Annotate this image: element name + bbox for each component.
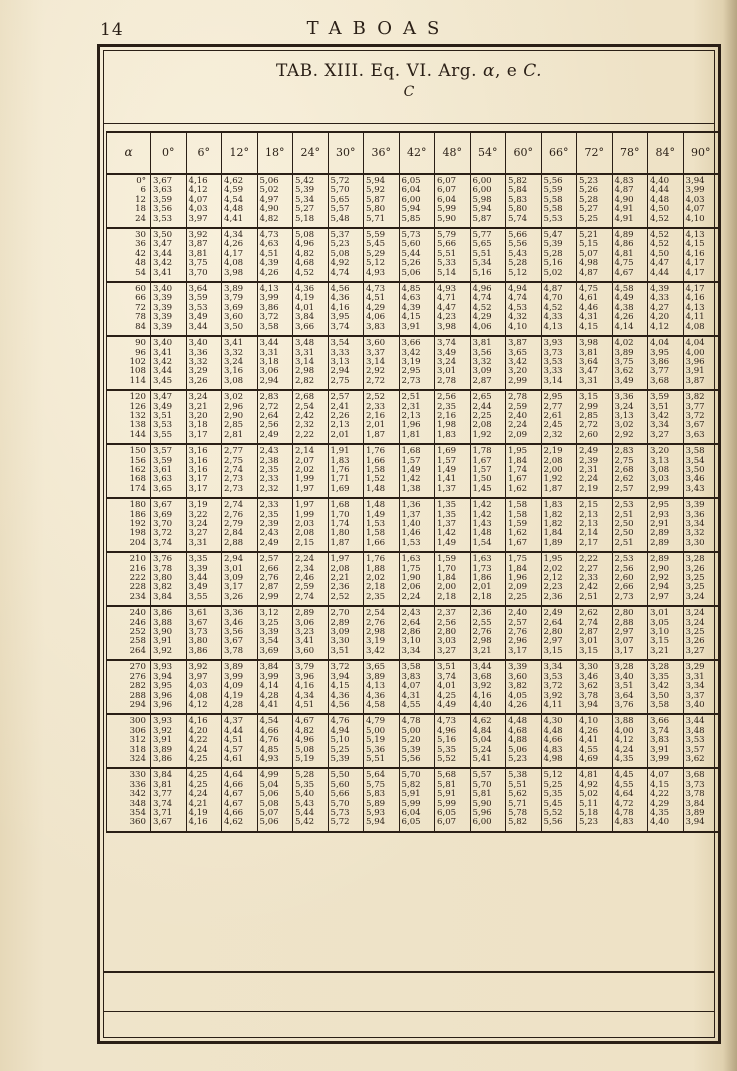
table-cell: 2,33 2,35 2,39 2,43 2,49 — [257, 498, 293, 552]
table-cell: 4,85 4,63 4,39 4,15 3,91 — [399, 282, 435, 336]
table-cell: 4,87 4,70 4,52 4,33 4,13 — [541, 282, 577, 336]
table-cell: 4,89 4,86 4,81 4,75 4,67 — [612, 228, 648, 282]
table-cell: 1,75 1,84 1,96 2,09 2,25 — [506, 552, 542, 606]
table-cell: 1,95 1,84 1,74 1,67 1,62 — [506, 444, 542, 498]
table-cell: 2,62 2,74 2,87 3,01 3,15 — [577, 606, 613, 660]
table-cell: 4,75 4,61 4,46 4,31 4,15 — [577, 282, 613, 336]
table-cell: 3,92 3,97 4,03 4,08 4,12 — [186, 660, 222, 714]
table-cell: 5,77 5,65 5,51 5,34 5,16 — [470, 228, 506, 282]
table-cell: 5,72 5,70 5,65 5,57 5,48 — [328, 174, 364, 228]
arg-values: 120 126 132 138 144 — [107, 390, 151, 444]
table-block-row — [107, 282, 719, 336]
col-header: 18° — [257, 132, 293, 174]
table-cell: 4,83 4,87 4,90 4,91 4,91 — [612, 174, 648, 228]
column-header-row — [107, 132, 719, 174]
table-cell: 5,57 5,70 5,81 5,90 5,96 6,00 — [470, 768, 506, 831]
table-frame-inner — [103, 50, 715, 1038]
table-cell: 3,20 3,13 3,08 3,03 2,99 — [648, 444, 684, 498]
bottom-rule-lower — [104, 1011, 714, 1012]
table-cell: 2,70 2,89 3,09 3,30 3,51 — [328, 606, 364, 660]
table-cell: 4,67 4,82 4,96 5,08 5,19 — [293, 714, 329, 768]
table-cell: 2,56 2,35 2,16 1,98 1,83 — [435, 390, 471, 444]
table-cell: 2,95 2,77 2,61 2,45 2,32 — [541, 390, 577, 444]
col-header: 84° — [648, 132, 684, 174]
table-cell: 5,21 5,15 5,07 4,98 4,87 — [577, 228, 613, 282]
table-cell: 3,60 3,37 3,14 2,92 2,72 — [364, 336, 400, 390]
col-header: 24° — [293, 132, 329, 174]
table-cell: 4,48 4,68 4,88 5,06 5,23 — [506, 714, 542, 768]
table-block-row — [107, 444, 719, 498]
table-cell: 2,40 2,57 2,76 2,96 3,17 — [506, 606, 542, 660]
table-cell: 2,49 2,64 2,80 2,97 3,15 — [541, 606, 577, 660]
table-cell: 4,94 4,74 4,53 4,32 4,10 — [506, 282, 542, 336]
col-header: 30° — [328, 132, 364, 174]
table-title-block — [104, 61, 714, 100]
table-cell: 5,68 5,81 5,91 5,99 6,05 6,07 — [435, 768, 471, 831]
table-cell: 3,93 3,94 3,95 3,96 3,96 — [151, 660, 187, 714]
table-cell: 3,93 3,73 3,53 3,33 3,14 — [541, 336, 577, 390]
table-cell: 3,58 3,54 3,50 3,46 3,43 — [683, 444, 719, 498]
table-block-row — [107, 174, 719, 228]
table-cell: 2,53 2,56 2,60 2,66 2,73 — [612, 552, 648, 606]
table-cell: 2,19 2,08 2,00 1,92 1,87 — [541, 444, 577, 498]
title-mid: , e — [494, 61, 524, 81]
table-cell: 4,17 4,16 4,13 4,11 4,08 — [683, 282, 719, 336]
table-cell: 1,83 1,82 1,82 1,84 1,89 — [541, 498, 577, 552]
table-cell: 4,39 4,33 4,27 4,20 4,12 — [648, 282, 684, 336]
table-cell: 4,96 4,74 4,52 4,29 4,06 — [470, 282, 506, 336]
table-cell: 3,50 3,47 3,44 3,42 3,41 — [151, 228, 187, 282]
table-cell: 3,39 3,60 3,82 4,05 4,26 — [506, 660, 542, 714]
table-cell: 4,79 5,00 5,19 5,36 5,51 — [364, 714, 400, 768]
table-cell: 1,36 1,37 1,40 1,46 1,53 — [399, 498, 435, 552]
arg-values: 180 186 192 198 204 — [107, 498, 151, 552]
table-cell: 4,64 4,66 4,67 4,67 4,66 4,62 — [222, 768, 258, 831]
title-rule — [104, 123, 714, 124]
table-cell: 4,73 4,51 4,29 4,06 3,83 — [364, 282, 400, 336]
table-cell: 4,34 4,26 4,17 4,08 3,98 — [222, 228, 258, 282]
table-block-row — [107, 768, 719, 831]
table-cell: 3,40 3,39 3,39 3,39 3,39 — [151, 282, 187, 336]
table-cell: 6,05 6,04 6,00 5,94 5,85 — [399, 174, 435, 228]
col-header: 48° — [435, 132, 471, 174]
table-cell: 1,97 1,99 2,03 2,08 2,15 — [293, 498, 329, 552]
table-cell: 2,22 2,27 2,33 2,42 2,51 — [577, 552, 613, 606]
table-cell: 5,37 5,23 5,08 4,92 4,74 — [328, 228, 364, 282]
table-cell: 4,56 4,36 4,16 3,95 3,74 — [328, 282, 364, 336]
table-cell: 2,57 2,66 2,76 2,87 2,99 — [257, 552, 293, 606]
table-cell: 2,83 2,75 2,68 2,62 2,57 — [612, 444, 648, 498]
table-cell: 2,36 2,55 2,76 2,98 3,21 — [470, 606, 506, 660]
col-header: 60° — [506, 132, 542, 174]
table-cell: 1,58 1,58 1,59 1,62 1,67 — [506, 498, 542, 552]
table-cell: 5,28 5,35 5,40 5,43 5,44 5,42 — [293, 768, 329, 831]
table-cell: 1,42 1,42 1,43 1,48 1,54 — [470, 498, 506, 552]
table-cell: 3,44 3,31 3,18 3,06 2,94 — [257, 336, 293, 390]
title-text: TAB. XIII. Eq. VI. Arg. — [275, 61, 483, 81]
table-cell: 4,16 4,20 4,22 4,24 4,25 — [186, 714, 222, 768]
table-cell: 3,40 3,36 3,32 3,29 3,26 — [186, 336, 222, 390]
col-header: 6° — [186, 132, 222, 174]
arg-values: 240 246 252 258 264 — [107, 606, 151, 660]
table-cell: 3,86 3,88 3,90 3,91 3,92 — [151, 606, 187, 660]
table-cell: 1,59 1,70 1,84 2,00 2,18 — [435, 552, 471, 606]
table-cell: 5,12 5,25 5,35 5,45 5,52 5,56 — [541, 768, 577, 831]
table-block-row — [107, 660, 719, 714]
table-cell: 3,68 3,73 3,78 3,84 3,89 3,94 — [683, 768, 719, 831]
table-cell: 2,49 2,39 2,31 2,24 2,19 — [577, 444, 613, 498]
table-cell: 3,79 3,96 4,16 4,34 4,51 — [293, 660, 329, 714]
table-cell: 3,28 3,35 3,42 3,50 3,58 — [648, 660, 684, 714]
table-cell: 3,35 3,39 3,44 3,49 3,55 — [186, 552, 222, 606]
table-cell: 3,59 3,51 3,42 3,34 3,27 — [648, 390, 684, 444]
table-block-row — [107, 498, 719, 552]
table-cell: 2,80 2,88 2,97 3,07 3,17 — [612, 606, 648, 660]
table-cell: 3,84 3,99 4,14 4,28 4,41 — [257, 660, 293, 714]
table-cell: 2,74 2,76 2,79 2,84 2,88 — [222, 498, 258, 552]
col-header: 42° — [399, 132, 435, 174]
table-body — [107, 174, 719, 832]
table-cell: 1,97 2,08 2,21 2,36 2,52 — [328, 552, 364, 606]
table-cell: 5,94 5,92 5,87 5,80 5,71 — [364, 174, 400, 228]
table-cell: 3,93 3,92 3,91 3,89 3,86 — [151, 714, 187, 768]
table-cell: 5,08 4,96 4,82 4,68 4,52 — [293, 228, 329, 282]
table-cell: 4,62 4,59 4,54 4,48 4,41 — [222, 174, 258, 228]
table-cell: 3,64 3,59 3,53 3,49 3,44 — [186, 282, 222, 336]
table-cell: 5,23 5,26 5,28 5,27 5,25 — [577, 174, 613, 228]
table-cell: 4,25 4,25 4,24 4,21 4,19 4,16 — [186, 768, 222, 831]
table-cell: 3,44 3,48 3,53 3,57 3,62 — [683, 714, 719, 768]
arg-values: 30 36 42 48 54 — [107, 228, 151, 282]
table-cell: 3,65 3,89 4,13 4,36 4,58 — [364, 660, 400, 714]
table-cell: 4,13 4,15 4,16 4,17 4,17 — [683, 228, 719, 282]
table-cell: 4,73 4,96 5,16 5,35 5,52 — [435, 714, 471, 768]
table-cell: 3,88 4,00 4,12 4,24 4,35 — [612, 714, 648, 768]
page-number: 14 — [100, 20, 124, 40]
table-cell: 2,89 2,90 2,92 2,94 2,97 — [648, 552, 684, 606]
table-cell: 1,91 1,83 1,76 1,71 1,69 — [328, 444, 364, 498]
table-cell: 4,40 4,44 4,48 4,50 4,52 — [648, 174, 684, 228]
table-cell: 2,78 2,59 2,40 2,24 2,09 — [506, 390, 542, 444]
table-cell: 3,66 3,42 3,19 2,95 2,73 — [399, 336, 435, 390]
table-cell: 5,42 5,39 5,34 5,27 5,18 — [293, 174, 329, 228]
table-cell: 1,69 1,57 1,49 1,41 1,37 — [435, 444, 471, 498]
table-cell: 5,06 5,02 4,97 4,90 4,82 — [257, 174, 293, 228]
col-header: 0° — [151, 132, 187, 174]
table-cell: 4,07 4,15 4,22 4,29 4,35 4,40 — [648, 768, 684, 831]
table-cell: 5,64 5,75 5,83 5,89 5,93 5,94 — [364, 768, 400, 831]
table-block-row — [107, 552, 719, 606]
table-cell: 3,12 3,25 3,39 3,54 3,69 — [257, 606, 293, 660]
table-cell: 5,82 5,84 5,83 5,80 5,74 — [506, 174, 542, 228]
arg-values: 150 156 162 168 174 — [107, 444, 151, 498]
table-block-row — [107, 228, 719, 282]
table-cell: 2,14 2,07 2,02 1,99 1,97 — [293, 444, 329, 498]
table-cell: 5,47 5,39 5,28 5,16 5,02 — [541, 228, 577, 282]
arg-values: 0° 6 12 18 24 — [107, 174, 151, 228]
col-header: 90° — [683, 132, 719, 174]
table-cell: 3,58 3,83 4,07 4,31 4,55 — [399, 660, 435, 714]
table-block-row — [107, 390, 719, 444]
table-cell: 3,28 3,26 3,25 3,25 3,24 — [683, 552, 719, 606]
table-cell: 5,70 5,82 5,91 5,99 6,04 6,05 — [399, 768, 435, 831]
arg-values: 330 336 342 348 354 360 — [107, 768, 151, 831]
col-header: 36° — [364, 132, 400, 174]
table-cell: 6,07 6,07 6,04 5,99 5,90 — [435, 174, 471, 228]
table-cell: 2,37 2,56 2,80 3,03 3,27 — [435, 606, 471, 660]
column-argument-label: C — [403, 84, 415, 100]
table-cell: 3,29 3,31 3,34 3,37 3,40 — [683, 660, 719, 714]
table-cell: 3,16 3,16 3,16 3,17 3,17 — [186, 444, 222, 498]
table-cell: 2,15 2,13 2,13 2,14 2,17 — [577, 498, 613, 552]
table-cell: 2,68 2,54 2,42 2,32 2,22 — [293, 390, 329, 444]
table-cell: 4,54 4,66 4,76 4,85 4,93 — [257, 714, 293, 768]
table-cell: 3,54 3,33 3,13 2,94 2,75 — [328, 336, 364, 390]
table-cell: 3,74 3,49 3,24 3,01 2,78 — [435, 336, 471, 390]
arg-header: α — [107, 132, 151, 174]
table-cell: 3,57 3,59 3,61 3,63 3,65 — [151, 444, 187, 498]
table-cell: 3,01 3,05 3,10 3,15 3,21 — [648, 606, 684, 660]
table-cell: 2,83 2,72 2,64 2,56 2,49 — [257, 390, 293, 444]
table-cell: 5,50 5,60 5,66 5,70 5,73 5,72 — [328, 768, 364, 831]
title-c: C. — [523, 61, 543, 81]
table-cell: 2,95 2,93 2,91 2,89 2,89 — [648, 498, 684, 552]
table-cell: 3,36 3,46 3,56 3,67 3,78 — [222, 606, 258, 660]
col-header: 72° — [577, 132, 613, 174]
table-cell: 3,47 3,49 3,51 3,53 3,55 — [151, 390, 187, 444]
page-edge-shadow — [723, 0, 737, 1071]
table-cell: 2,57 2,41 2,26 2,13 2,01 — [328, 390, 364, 444]
table-cell: 2,43 2,64 2,86 3,10 3,34 — [399, 606, 435, 660]
table-cell: 4,62 4,84 5,04 5,24 5,41 — [470, 714, 506, 768]
table-cell: 4,10 4,26 4,41 4,55 4,69 — [577, 714, 613, 768]
table-cell: 5,73 5,60 5,44 5,26 5,06 — [399, 228, 435, 282]
table-cell: 3,67 3,69 3,70 3,72 3,74 — [151, 498, 187, 552]
table-cell: 3,02 2,96 2,90 2,85 2,81 — [222, 390, 258, 444]
table-frame — [97, 44, 721, 1044]
arg-values: 90 96 102 108 114 — [107, 336, 151, 390]
table-cell: 5,38 5,51 5,62 5,71 5,78 5,82 — [506, 768, 542, 831]
table-cell: 2,94 3,01 3,09 3,17 3,26 — [222, 552, 258, 606]
table-cell: 4,52 4,52 4,50 4,47 4,44 — [648, 228, 684, 282]
table-cell: 4,76 4,94 5,10 5,25 5,39 — [328, 714, 364, 768]
table-cell: 1,63 1,75 1,90 2,06 2,24 — [399, 552, 435, 606]
table-cell: 4,30 4,48 4,66 4,83 4,98 — [541, 714, 577, 768]
running-head: TABOAS — [306, 18, 451, 39]
col-header: 78° — [612, 132, 648, 174]
table-cell: 3,39 3,36 3,34 3,32 3,30 — [683, 498, 719, 552]
table-block-row — [107, 606, 719, 660]
table-cell: 1,95 2,02 2,12 2,23 2,36 — [541, 552, 577, 606]
table-cell: 3,89 3,79 3,69 3,60 3,50 — [222, 282, 258, 336]
table-cell: 3,87 3,65 3,42 3,20 2,99 — [506, 336, 542, 390]
table-cell: 3,44 3,68 3,92 4,16 4,40 — [470, 660, 506, 714]
bottom-rule — [104, 971, 714, 973]
table-cell: 4,58 4,49 4,38 4,26 4,14 — [612, 282, 648, 336]
table-cell: 4,04 3,95 3,86 3,77 3,68 — [648, 336, 684, 390]
table-cell: 2,51 2,31 2,13 1,96 1,81 — [399, 390, 435, 444]
table-cell: 5,56 5,59 5,58 5,58 5,53 — [541, 174, 577, 228]
arg-values: 300 306 312 318 324 — [107, 714, 151, 768]
table-cell: 4,45 4,55 4,64 4,72 4,78 4,83 — [612, 768, 648, 831]
table-cell: 2,24 2,34 2,46 2,59 2,74 — [293, 552, 329, 606]
table-cell: 3,30 3,46 3,62 3,78 3,94 — [577, 660, 613, 714]
table-cell: 3,24 3,24 3,25 3,26 3,27 — [683, 606, 719, 660]
arg-values: 60 66 72 78 84 — [107, 282, 151, 336]
table-cell: 3,82 3,77 3,72 3,67 3,63 — [683, 390, 719, 444]
table-cell: 3,19 3,22 3,24 3,27 3,31 — [186, 498, 222, 552]
table-title — [104, 61, 714, 81]
table-cell: 1,68 1,70 1,74 1,80 1,87 — [328, 498, 364, 552]
table-cell: 3,84 3,81 3,77 3,74 3,71 3,67 — [151, 768, 187, 831]
table-cell: 4,78 5,00 5,20 5,39 5,56 — [399, 714, 435, 768]
table-cell: 2,54 2,76 2,98 3,19 3,42 — [364, 606, 400, 660]
table-cell: 1,63 1,73 1,86 2,01 2,18 — [470, 552, 506, 606]
table-cell: 1,68 1,57 1,49 1,42 1,38 — [399, 444, 435, 498]
table-cell: 4,93 4,71 4,47 4,23 3,98 — [435, 282, 471, 336]
title-alpha: α — [482, 61, 495, 81]
table-cell: 3,89 3,99 4,09 4,19 4,28 — [222, 660, 258, 714]
table-cell: 4,04 4,00 3,96 3,91 3,87 — [683, 336, 719, 390]
table-cell: 4,02 3,89 3,75 3,62 3,49 — [612, 336, 648, 390]
table-cell: 2,43 2,38 2,35 2,33 2,32 — [257, 444, 293, 498]
equation-table — [106, 131, 719, 833]
table-cell: 3,15 2,99 2,85 2,72 2,60 — [577, 390, 613, 444]
table-cell: 3,34 3,53 3,72 3,92 4,11 — [541, 660, 577, 714]
table-cell: 6,00 6,00 5,98 5,94 5,87 — [470, 174, 506, 228]
col-header: 66° — [541, 132, 577, 174]
table-cell: 1,78 1,67 1,57 1,50 1,45 — [470, 444, 506, 498]
table-cell: 3,81 3,56 3,32 3,09 2,87 — [470, 336, 506, 390]
table-cell: 1,48 1,49 1,53 1,58 1,66 — [364, 498, 400, 552]
table-cell: 4,73 4,63 4,51 4,39 4,26 — [257, 228, 293, 282]
table-cell: 3,66 3,74 3,83 3,91 3,99 — [648, 714, 684, 768]
table-cell: 5,79 5,66 5,51 5,33 5,14 — [435, 228, 471, 282]
table-cell: 2,52 2,33 2,16 2,01 1,87 — [364, 390, 400, 444]
table-cell: 3,24 3,21 3,20 3,18 3,17 — [186, 390, 222, 444]
table-cell: 3,72 3,94 4,15 4,36 4,56 — [328, 660, 364, 714]
table-cell: 3,41 3,32 3,24 3,16 3,08 — [222, 336, 258, 390]
table-cell: 4,37 4,44 4,51 4,57 4,61 — [222, 714, 258, 768]
table-cell: 3,94 3,99 4,03 4,07 4,10 — [683, 174, 719, 228]
arg-values: 270 276 282 288 294 — [107, 660, 151, 714]
table-cell: 2,77 2,75 2,74 2,73 2,73 — [222, 444, 258, 498]
table-cell: 5,66 5,56 5,43 5,28 5,12 — [506, 228, 542, 282]
table-cell: 3,48 3,31 3,14 2,98 2,82 — [293, 336, 329, 390]
table-cell: 1,76 1,66 1,58 1,52 1,48 — [364, 444, 400, 498]
table-cell: 4,16 4,12 4,07 4,03 3,97 — [186, 174, 222, 228]
table-cell: 3,98 3,81 3,64 3,47 3,31 — [577, 336, 613, 390]
col-header: 12° — [222, 132, 258, 174]
table-cell: 3,76 3,78 3,80 3,82 3,84 — [151, 552, 187, 606]
arg-values: 210 216 222 228 234 — [107, 552, 151, 606]
table-block-row — [107, 714, 719, 768]
table-cell: 2,89 3,06 3,23 3,41 3,60 — [293, 606, 329, 660]
table-cell: 3,61 3,67 3,73 3,80 3,86 — [186, 606, 222, 660]
col-header: 54° — [470, 132, 506, 174]
table-cell: 3,36 3,24 3,13 3,02 2,92 — [612, 390, 648, 444]
table-cell: 1,35 1,35 1,37 1,42 1,49 — [435, 498, 471, 552]
table-cell: 1,76 1,88 2,02 2,18 2,35 — [364, 552, 400, 606]
table-cell: 4,99 5,04 5,06 5,08 5,07 5,06 — [257, 768, 293, 831]
table-cell: 5,59 5,45 5,29 5,12 4,93 — [364, 228, 400, 282]
table-cell: 3,28 3,40 3,51 3,64 3,76 — [612, 660, 648, 714]
table-cell: 3,92 3,87 3,81 3,75 3,70 — [186, 228, 222, 282]
table-cell: 3,67 3,63 3,59 3,56 3,53 — [151, 174, 187, 228]
table-block-row — [107, 336, 719, 390]
table-cell: 4,36 4,19 4,01 3,84 3,66 — [293, 282, 329, 336]
table-cell: 2,65 2,44 2,25 2,08 1,92 — [470, 390, 506, 444]
table-cell: 4,13 3,99 3,86 3,72 3,58 — [257, 282, 293, 336]
table-cell: 3,51 3,74 4,01 4,25 4,49 — [435, 660, 471, 714]
table-cell: 3,40 3,41 3,42 3,44 3,45 — [151, 336, 187, 390]
table-cell: 4,81 4,92 5,02 5,11 5,18 5,23 — [577, 768, 613, 831]
table-cell: 2,53 2,51 2,50 2,50 2,51 — [612, 498, 648, 552]
